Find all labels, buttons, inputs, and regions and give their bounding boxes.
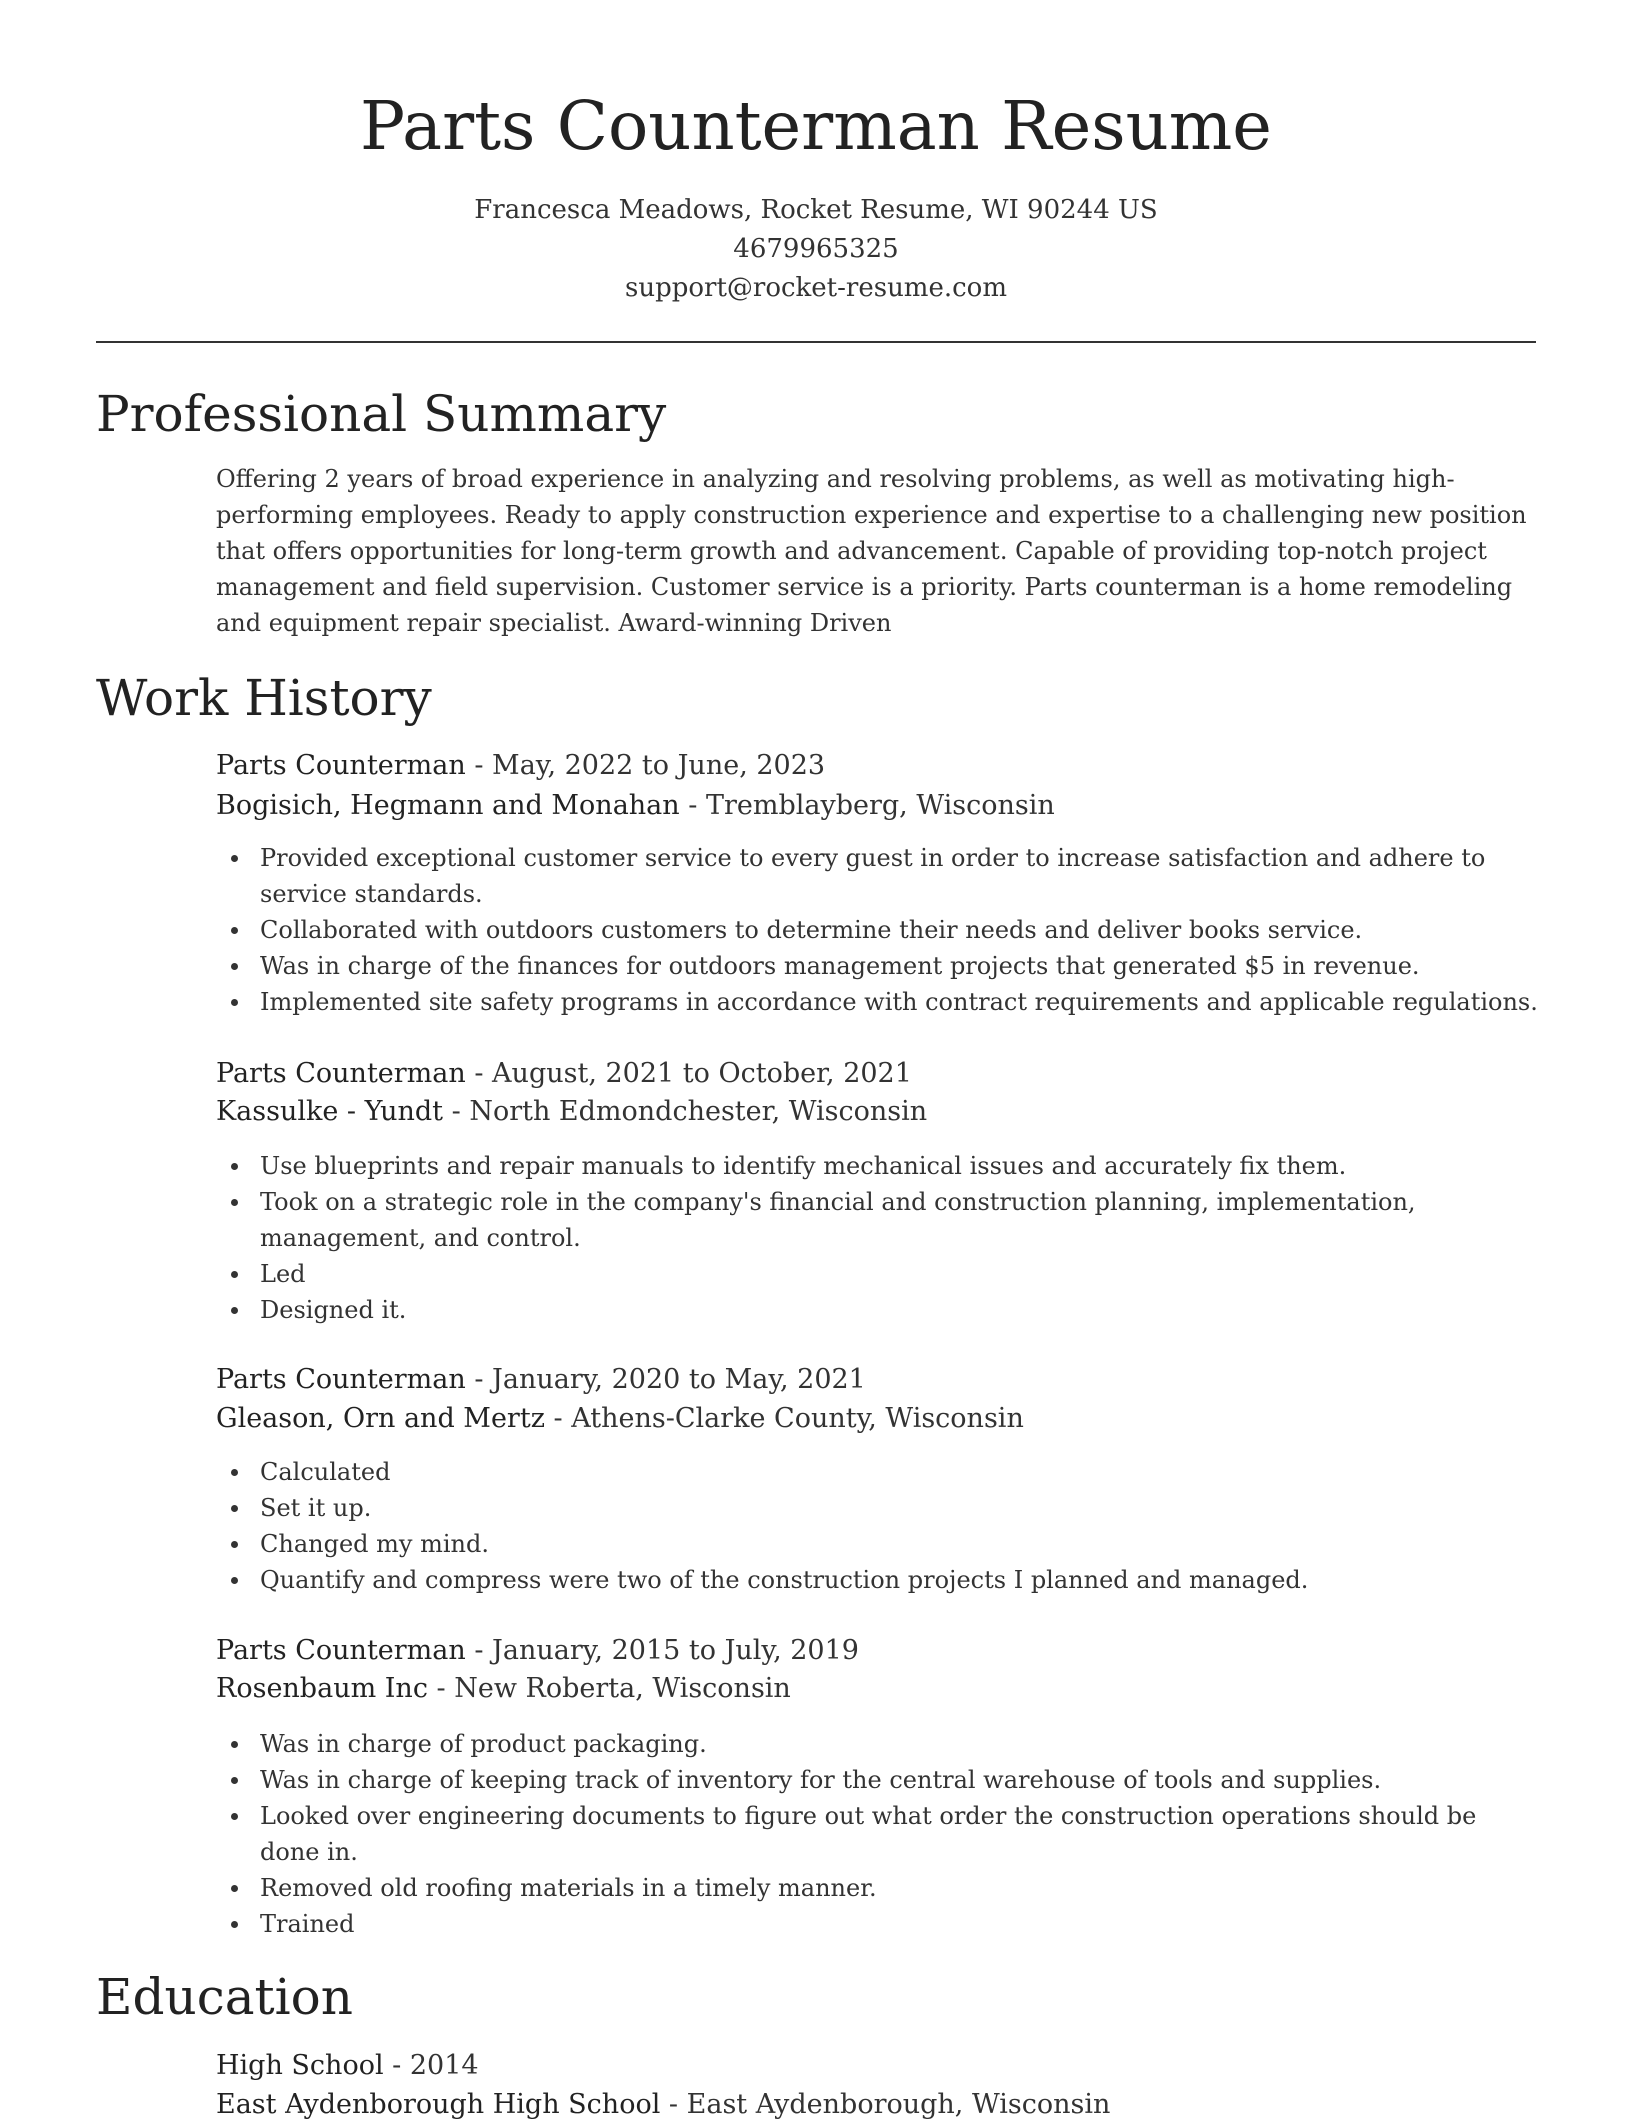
job-dates: - May, 2022 to June, 2023 — [465, 750, 826, 781]
job-title-line — [216, 1361, 1536, 1399]
summary-text: Offering 2 years of broad experience in analyzing and resolving problems, as well as motivating high-performing employees. Ready to apply construction experience and expertise to a challenging new position that offers opportunities for long-term growth and advancement. Capable of providing top-notch project management and field supervision. Customer service is a priority. Parts counterman is a home remodeling and equipment repair specialist. Award-winning Driven — [216, 465, 1527, 637]
job-bullet: Quantify and compress were two of the construction projects I planned and managed. — [216, 1562, 1542, 1598]
job-title: Parts Counterman — [216, 1635, 466, 1666]
job-bullet: Designed it. — [216, 1292, 1542, 1328]
job-company-line — [216, 1670, 1536, 1708]
header-divider — [96, 341, 1536, 343]
work-history-heading: Work History — [96, 669, 432, 727]
job-company-line — [216, 787, 1536, 825]
job-company: Kassulke - Yundt — [216, 1096, 444, 1127]
education-location: - East Aydenborough, Wisconsin — [660, 2089, 1111, 2120]
job-bullet: Removed old roofing materials in a timely manner. — [216, 1870, 1542, 1906]
job-bullet: Set it up. — [216, 1490, 1542, 1526]
job-company-line — [216, 1400, 1536, 1438]
job-bullet: Changed my mind. — [216, 1526, 1542, 1562]
summary-heading: Professional Summary — [96, 385, 667, 443]
job-bullet: Was in charge of product packaging. — [216, 1726, 1542, 1762]
job-bullet: Trained — [216, 1906, 1542, 1942]
education-year: - 2014 — [383, 2050, 479, 2081]
job-bullets — [216, 1148, 1542, 1328]
job-company: Bogisich, Hegmann and Monahan — [216, 790, 680, 821]
job-dates: - January, 2015 to July, 2019 — [465, 1635, 859, 1666]
resume-title: Parts Counterman Resume — [360, 87, 1272, 165]
job-company-line — [216, 1093, 1536, 1131]
job-bullet: Took on a strategic role in the company's financial and construction planning, implementation, management, and control. — [216, 1184, 1542, 1256]
contact-phone: 4679965325 — [733, 234, 899, 264]
job-location: - North Edmondchester, Wisconsin — [443, 1096, 928, 1127]
job-title-line — [216, 1055, 1536, 1093]
education-degree-line — [216, 2047, 1536, 2085]
job-bullets — [216, 1454, 1542, 1598]
job-company: Rosenbaum Inc — [216, 1673, 428, 1704]
education-heading: Education — [96, 1968, 353, 2026]
job-bullet: Was in charge of the finances for outdoors management projects that generated $5 in revenue. — [216, 948, 1542, 984]
job-bullet: Use blueprints and repair manuals to identify mechanical issues and accurately fix them. — [216, 1148, 1542, 1184]
job-location: - New Roberta, Wisconsin — [427, 1673, 791, 1704]
job-title-line — [216, 1632, 1536, 1670]
job-title: Parts Counterman — [216, 1058, 466, 1089]
job-dates: - January, 2020 to May, 2021 — [465, 1364, 866, 1395]
job-bullet: Was in charge of keeping track of inventory for the central warehouse of tools and supplies. — [216, 1762, 1542, 1798]
job-bullet: Collaborated with outdoors customers to determine their needs and deliver books service. — [216, 912, 1542, 948]
education-school: East Aydenborough High School — [216, 2089, 661, 2120]
job-location: - Athens-Clarke County, Wisconsin — [544, 1403, 1024, 1434]
job-title: Parts Counterman — [216, 1364, 466, 1395]
contact-address: Francesca Meadows, Rocket Resume, WI 90244 US — [474, 195, 1158, 225]
job-title: Parts Counterman — [216, 750, 466, 781]
job-bullet: Implemented site safety programs in accordance with contract requirements and applicable regulations. — [216, 984, 1542, 1020]
contact-email: support@rocket-resume.com — [624, 273, 1007, 303]
job-title-line — [216, 747, 1536, 785]
job-bullets — [216, 1726, 1542, 1942]
job-bullet: Provided exceptional customer service to every guest in order to increase satisfaction and adhere to service standards. — [216, 840, 1542, 912]
job-company: Gleason, Orn and Mertz — [216, 1403, 545, 1434]
job-bullets — [216, 840, 1542, 1020]
education-degree: High School — [216, 2050, 384, 2081]
job-dates: - August, 2021 to October, 2021 — [465, 1058, 912, 1089]
job-bullet: Calculated — [216, 1454, 1542, 1490]
job-bullet: Led — [216, 1256, 1542, 1292]
education-school-line — [216, 2086, 1536, 2124]
job-bullet: Looked over engineering documents to figure out what order the construction operations should be done in. — [216, 1798, 1542, 1870]
job-location: - Tremblayberg, Wisconsin — [679, 790, 1055, 821]
